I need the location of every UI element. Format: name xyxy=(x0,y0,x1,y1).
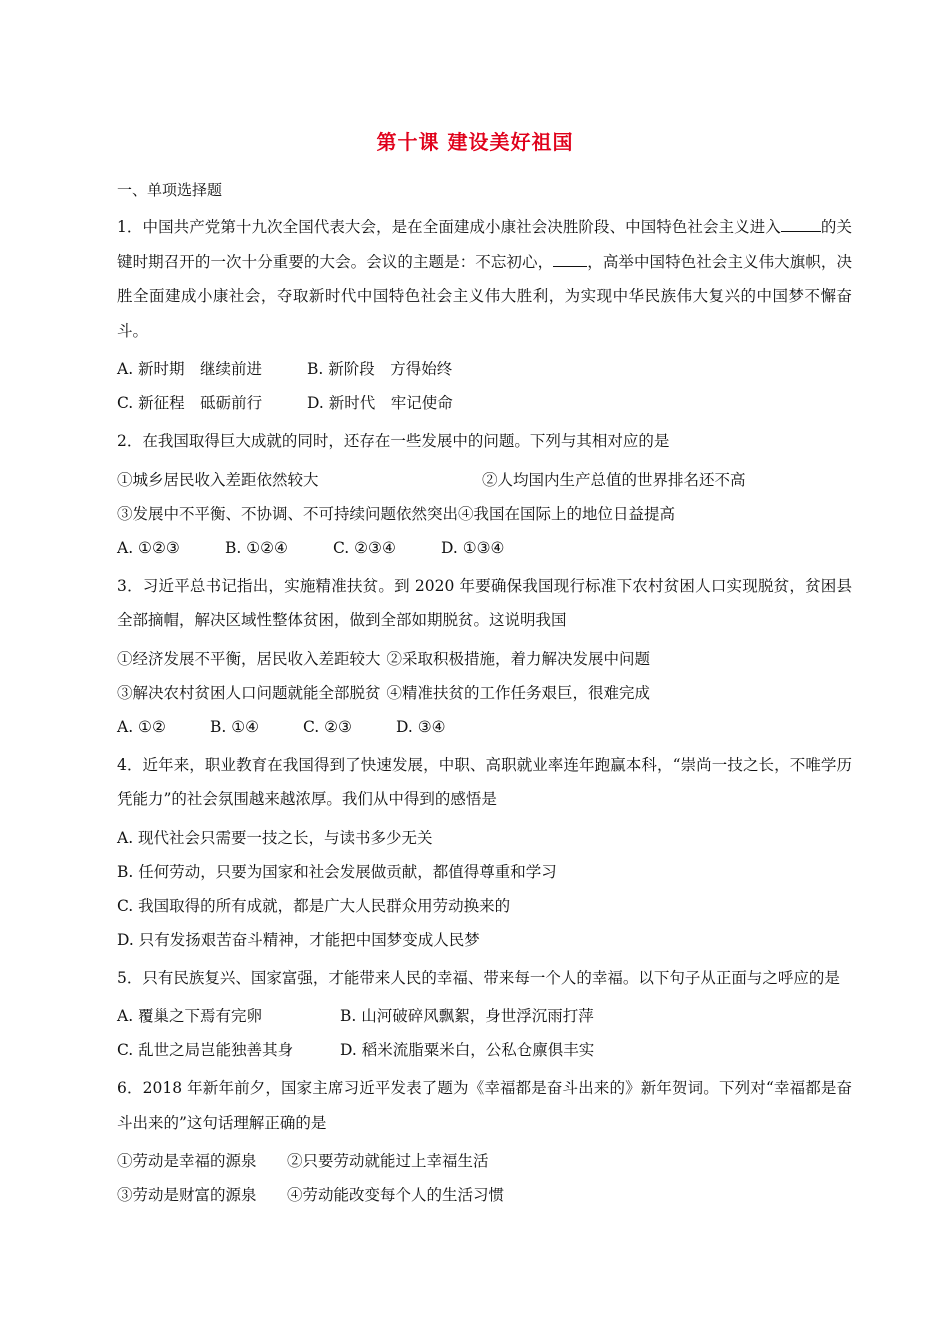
stem-part: 1．中国共产党第十九次全国代表大会，是在全面建成小康社会决胜阶段、中国特色社会主义进入 xyxy=(117,218,781,236)
question-stem: 2．在我国取得巨大成就的同时，还存在一些发展中的问题。下列与其相对应的是 xyxy=(117,432,670,450)
statement-1: ①劳动是幸福的源泉 xyxy=(117,1152,257,1170)
option-line xyxy=(117,390,852,416)
option-d: D. 新时代 牢记使命 xyxy=(307,394,453,412)
question-stem xyxy=(117,210,852,348)
option-d: D. ③④ xyxy=(396,717,446,736)
option-b: B. ①④ xyxy=(210,717,260,736)
statement-3: ③发展中不平衡、不协调、不可持续问题依然突出 xyxy=(117,504,459,523)
document-body xyxy=(117,178,852,1216)
option-a: A. ①② xyxy=(117,717,166,736)
statement-2: ②人均国内生产总值的世界排名还不高 xyxy=(482,470,746,489)
option-line xyxy=(117,714,852,740)
option-b: B. 山河破碎风飘絮，身世浮沉雨打萍 xyxy=(340,1007,594,1025)
option-line xyxy=(117,1037,852,1063)
option-d: D. ①③④ xyxy=(441,538,505,557)
statement-4: ④劳动能改变每个人的生活习惯 xyxy=(287,1186,505,1204)
statement-line xyxy=(117,501,852,527)
option-c: C. ②③④ xyxy=(333,538,396,557)
option-a: A. 新时期 继续前进 xyxy=(117,360,263,378)
statement-line xyxy=(117,1148,852,1174)
option-c: C. 新征程 砥砺前行 xyxy=(117,394,263,412)
question-stem: 5．只有民族复兴、国家富强，才能带来人民的幸福、带来每一个人的幸福。以下句子从正面与之呼应的是 xyxy=(117,968,840,987)
option-d: D. 只有发扬艰苦奋斗精神，才能把中国梦变成人民梦 xyxy=(117,930,480,949)
option-b: B. 任何劳动，只要为国家和社会发展做贡献，都值得尊重和学习 xyxy=(117,862,557,881)
statement-4: ④精准扶贫的工作任务艰巨，很难完成 xyxy=(386,683,651,702)
statement-line xyxy=(117,467,852,493)
statement-line xyxy=(117,680,852,706)
option-b: B. ①②④ xyxy=(225,538,288,557)
option-c: C. ②③ xyxy=(303,717,352,736)
option-c: C. 乱世之局岂能独善其身 xyxy=(117,1041,294,1059)
option-d: D. 稻米流脂粟米白，公私仓廪俱丰实 xyxy=(340,1041,595,1059)
document-title: 第十课 建设美好祖国 xyxy=(376,130,574,154)
question-4 xyxy=(117,748,852,953)
question-1 xyxy=(117,210,852,416)
question-2 xyxy=(117,424,852,561)
statement-4: ④我国在国际上的地位日益提高 xyxy=(458,504,676,523)
statement-line xyxy=(117,1182,852,1208)
option-a: A. ①②③ xyxy=(117,538,180,557)
option-b: B. 新阶段 方得始终 xyxy=(307,360,453,378)
question-stem: 6．2018 年新年前夕，国家主席习近平发表了题为《幸福都是奋斗出来的》新年贺词。下列对“幸福都是奋斗出来的”这句话理解正确的是 xyxy=(117,1079,852,1132)
question-6 xyxy=(117,1071,852,1208)
statement-3: ③解决农村贫困人口问题就能全部脱贫 xyxy=(117,683,381,702)
statement-1: ①经济发展不平衡，居民收入差距较大 xyxy=(117,649,381,668)
question-3 xyxy=(117,569,852,740)
option-line xyxy=(117,535,852,561)
statement-line xyxy=(117,646,852,672)
statement-3: ③劳动是财富的源泉 xyxy=(117,1186,257,1204)
question-5 xyxy=(117,961,852,1064)
stem-part: ，高举中国特色社会主义伟大旗帜，决胜全面建成小康社会，夺取新时代中国特色社会主义伟大胜利，为实现中华民族伟大复兴的中国梦不懈奋斗。 xyxy=(117,252,852,340)
option-line xyxy=(117,1003,852,1029)
answer-blank xyxy=(553,252,587,267)
question-stem: 4．近年来，职业教育在我国得到了快速发展，中职、高职就业率连年跑赢本科，“崇尚一技之长，不唯学历凭能力”的社会氛围越来越浓厚。我们从中得到的感悟是 xyxy=(117,755,852,808)
section-heading: 一、单项选择题 xyxy=(117,181,223,199)
option-c: C. 我国取得的所有成就，都是广大人民群众用劳动换来的 xyxy=(117,896,511,915)
option-a: A. 现代社会只需要一技之长，与读书多少无关 xyxy=(117,828,433,847)
stem-part: 的关键时期召开的一次十分重要的大会。会议的主题是：不忘初心， xyxy=(117,218,852,271)
statement-2: ②采取积极措施，着力解决发展中问题 xyxy=(386,649,651,668)
option-line xyxy=(117,356,852,382)
statement-1: ①城乡居民收入差距依然较大 xyxy=(117,470,319,489)
question-stem: 3．习近平总书记指出，实施精准扶贫。到 2020 年要确保我国现行标准下农村贫困人口实现脱贫，贫困县全部摘帽，解决区域性整体贫困，做到全部如期脱贫。这说明我国 xyxy=(117,576,852,629)
statement-2: ②只要劳动就能过上幸福生活 xyxy=(287,1152,489,1170)
answer-blank xyxy=(781,217,821,232)
option-a: A. 覆巢之下焉有完卵 xyxy=(117,1007,263,1025)
